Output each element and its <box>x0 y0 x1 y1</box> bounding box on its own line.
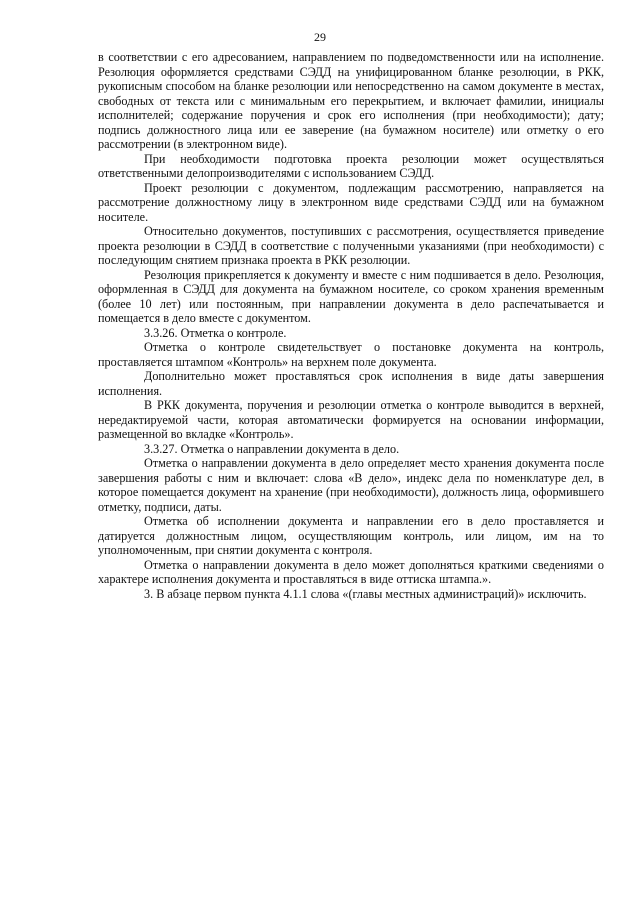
section-heading-3-3-27: 3.3.27. Отметка о направлении документа в дело. <box>144 441 400 456</box>
paragraph-file-mark: Отметка о направлении документа в дело определяет место хранения документа после завершения работы с ним и включает: слова «В дело», индекс дела по номенклатуре дел, в которое помещается документ на хранение (при необходимости), должность лица, оформившего отметку, подписи, даты. <box>98 456 604 514</box>
section-heading-3-3-26: 3.3.26. Отметка о контроле. <box>144 325 287 340</box>
paragraph-resolution-draft: При необходимости подготовка проекта резолюции может осуществляться ответственными делопроизводителями с использованием СЭДД. <box>98 151 604 180</box>
paragraph-control-mark: Отметка о контроле свидетельствует о постановке документа на контроль, проставляется штампом «Контроль» на верхнем поле документа. <box>98 340 604 369</box>
paragraph-resolution-update: Относительно документов, поступивших с рассмотрения, осуществляется приведение проекта резолюции в СЭДД в соответствие с полученными указаниями (при необходимости) с последующим снятием признака проекта в РКК резолюции. <box>98 224 604 267</box>
paragraph-resolution-attach: Резолюция прикрепляется к документу и вместе с ним подшивается в дело. Резолюция, оформленная в СЭДД для документа на бумажном носителе, со сроком хранения временным (более 10 лет) или постоянным, при направлении документа в дело распечатывается и помещается в дело вместе с документом. <box>98 267 604 325</box>
paragraph-item-3: 3. В абзаце первом пункта 4.1.1 слова «(главы местных администраций)» исключить. <box>144 586 587 601</box>
paragraph-execution-mark: Отметка об исполнении документа и направлении его в дело проставляется и датируется должностным лицом, осуществляющим контроль, или лицом, им на то уполномоченным, при снятии документа с контроля. <box>98 514 604 557</box>
paragraph-control-deadline: Дополнительно может проставляться срок исполнения в виде даты завершения исполнения. <box>98 369 604 398</box>
paragraph-file-mark-details: Отметка о направлении документа в дело может дополняться краткими сведениями о характере исполнения документа и проставляться в виде оттиска штампа.». <box>98 557 604 586</box>
paragraph-resolution-review: Проект резолюции с документом, подлежащим рассмотрению, направляется на рассмотрение должностному лицу в электронном виде средствами СЭДД или на бумажном носителе. <box>98 180 604 224</box>
paragraph-resolution-continuation: в соответствии с его адресованием, направлением по подведомственности или на исполнение. Резолюция оформляется средствами СЭДД на унифицированном бланке резолюции, в РКК, рукописным способом на бланке резолюции или непосредственно на самом документе в местах, свободных от текста или с минимальным его перекрытием, и включает фамилии, инициалы исполнителей; содержание поручения и срок его исполнения (при необходимости); дату; подпись должностного лица или ее заверение (на бумажном носителе) или отметку о его рассмотрении (в электронном виде). <box>98 50 604 151</box>
document-body <box>98 50 604 601</box>
page-number: 29 <box>314 30 326 44</box>
paragraph-control-rkk: В РКК документа, поручения и резолюции отметка о контроле выводится в верхней, нередактируемой части, которая автоматически формируется на основании информации, размещенной во вкладке «Контроль». <box>98 398 604 441</box>
